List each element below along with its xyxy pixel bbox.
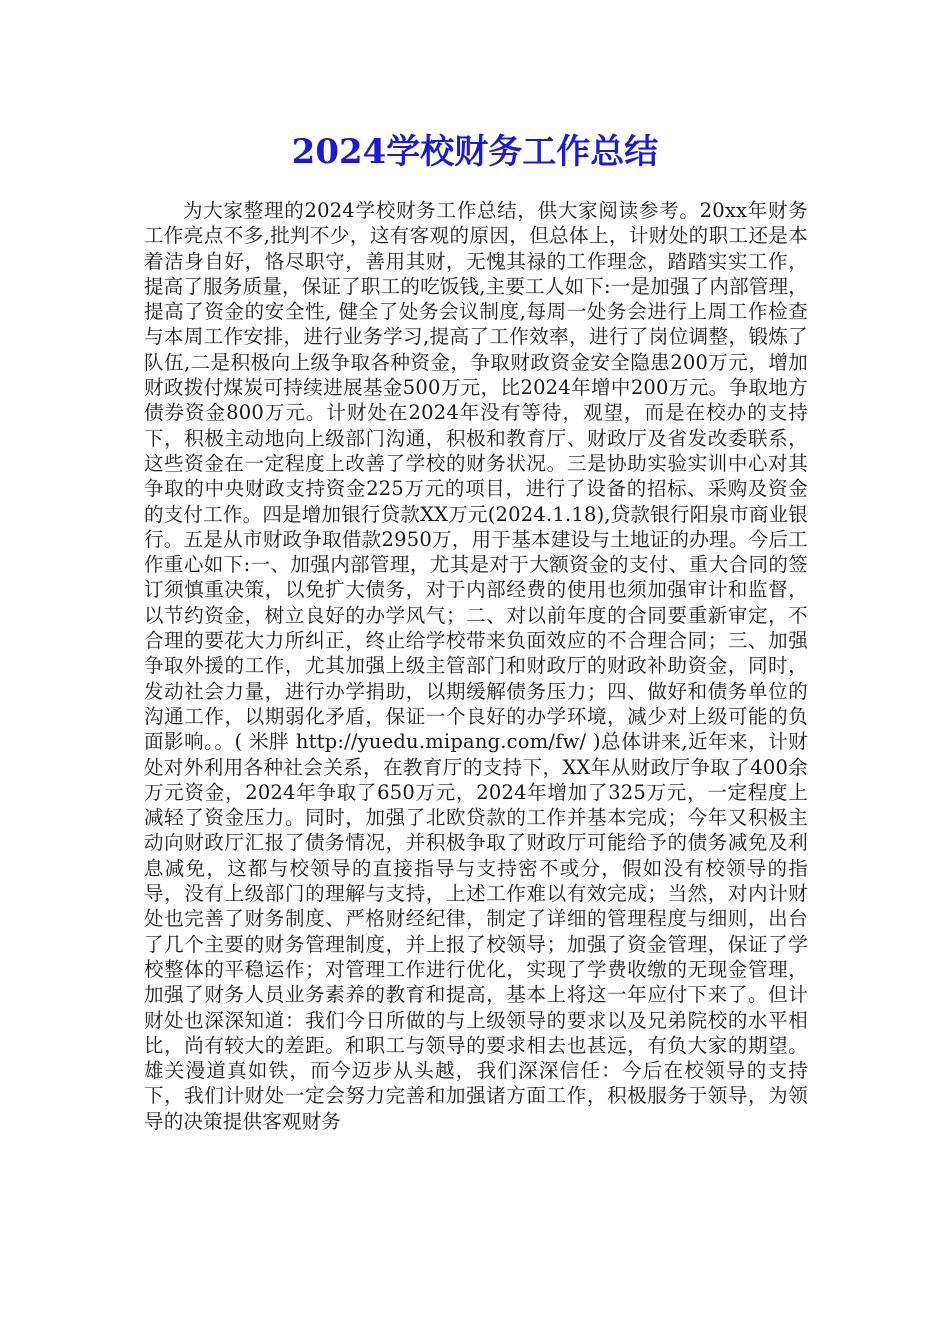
document-title: 2024学校财务工作总结 [291,132,659,172]
document-body-paragraph: 为大家整理的2024学校财务工作总结，供大家阅读参考。20xx年财务工作亮点不多,批判不少，这有客观的原因，但总体上，计财处的职工还是本着洁身自好，恪尽职守，善用其财，无愧其禄的工作理念，踏踏实实工作，提高了服务质量，保证了职工的吃饭钱,主要工人如下:一是加强了内部管理，提高了资金的安全性, 健全了处务会议制度,每周一处务会进行上周工作检查与本周工作安排，进行业务学习,提高了工作效率，进行了岗位调整，锻炼了队伍,二是积极向上级争取各种资金，争取财政资金安全隐患200万元，增加财政拨付煤炭可持续进展基金500万元，比2024年增中200万元。争取地方债券资金800万元。计财处在2024年没有等待，观望，而是在校办的支持下，积极主动地向上级部门沟通，积极和教育厅、财政厅及省发改委联系，这些资金在一定程度上改善了学校的财务状况。三是协助实验实训中心对其争取的中央财政支持资金225万元的项目，进行了设备的招标、采购及资金的支付工作。四是增加银行贷款XX万元(2024.1.18),贷款银行阳泉市商业银行。五是从市财政争取借款2950万，用于基本建设与土地证的办理。今后工作重心如下:一、加强内部管理，尤其是对于大额资金的支付、重大合同的签订须慎重决策，以免扩大债务，对于内部经费的使用也须加强审计和监督，以节约资金，树立良好的办学风气；二、对以前年度的合同要重新审定，不合理的要花大力所纠正，终止给学校带来负面效应的不合理合同；三、加强争取外援的工作，尤其加强上级主管部门和财政厅的财政补助资金，同时，发动社会力量，进行办学捐助，以期缓解债务压力；四、做好和债务单位的沟通工作，以期弱化矛盾，保证一个良好的办学环境，减少对上级可能的负面影响。。( 米胖 http://yuedu.mipang.com/fw/ )总体讲来,近年来，计财处对外利用各种社会关系，在教育厅的支持下，XX年从财政厅争取了400余万元资金，2024年争取了650万元，2024年增加了325万元，一定程度上减轻了资金压力。同时，加强了北欧贷款的工作并基本完成；今年又积极主动向财政厅汇报了债务情况，并积极争取了财政厅可能给予的债务减免及利息减免，这都与校领导的直接指导与支持密不或分，假如没有校领导的指导，没有上级部门的理解与支持，上述工作难以有效完成；当然，对内计财处也完善了财务制度、严格财经纪律，制定了详细的管理程度与细则，出台了几个主要的财务管理制度，并上报了校领导；加强了资金管理，保证了学校整体的平稳运作；对管理工作进行优化，实现了学费收缴的无现金管理，加强了财务人员业务素养的教育和提高，基本上将这一年应付下来了。但计财处也深深知道：我们今日所做的与上级领导的要求以及兄弟院校的水平相比，尚有较大的差距。和职工与领导的要求相去也甚远，有负大家的期望。雄关漫道真如铁，而今迈步从头越，我们深深信任：今后在校领导的支持下，我们计财处一定会努力完善和加强诸方面工作，积极服务于领导，为领导的决策提供客观财务 [144,199,808,1133]
